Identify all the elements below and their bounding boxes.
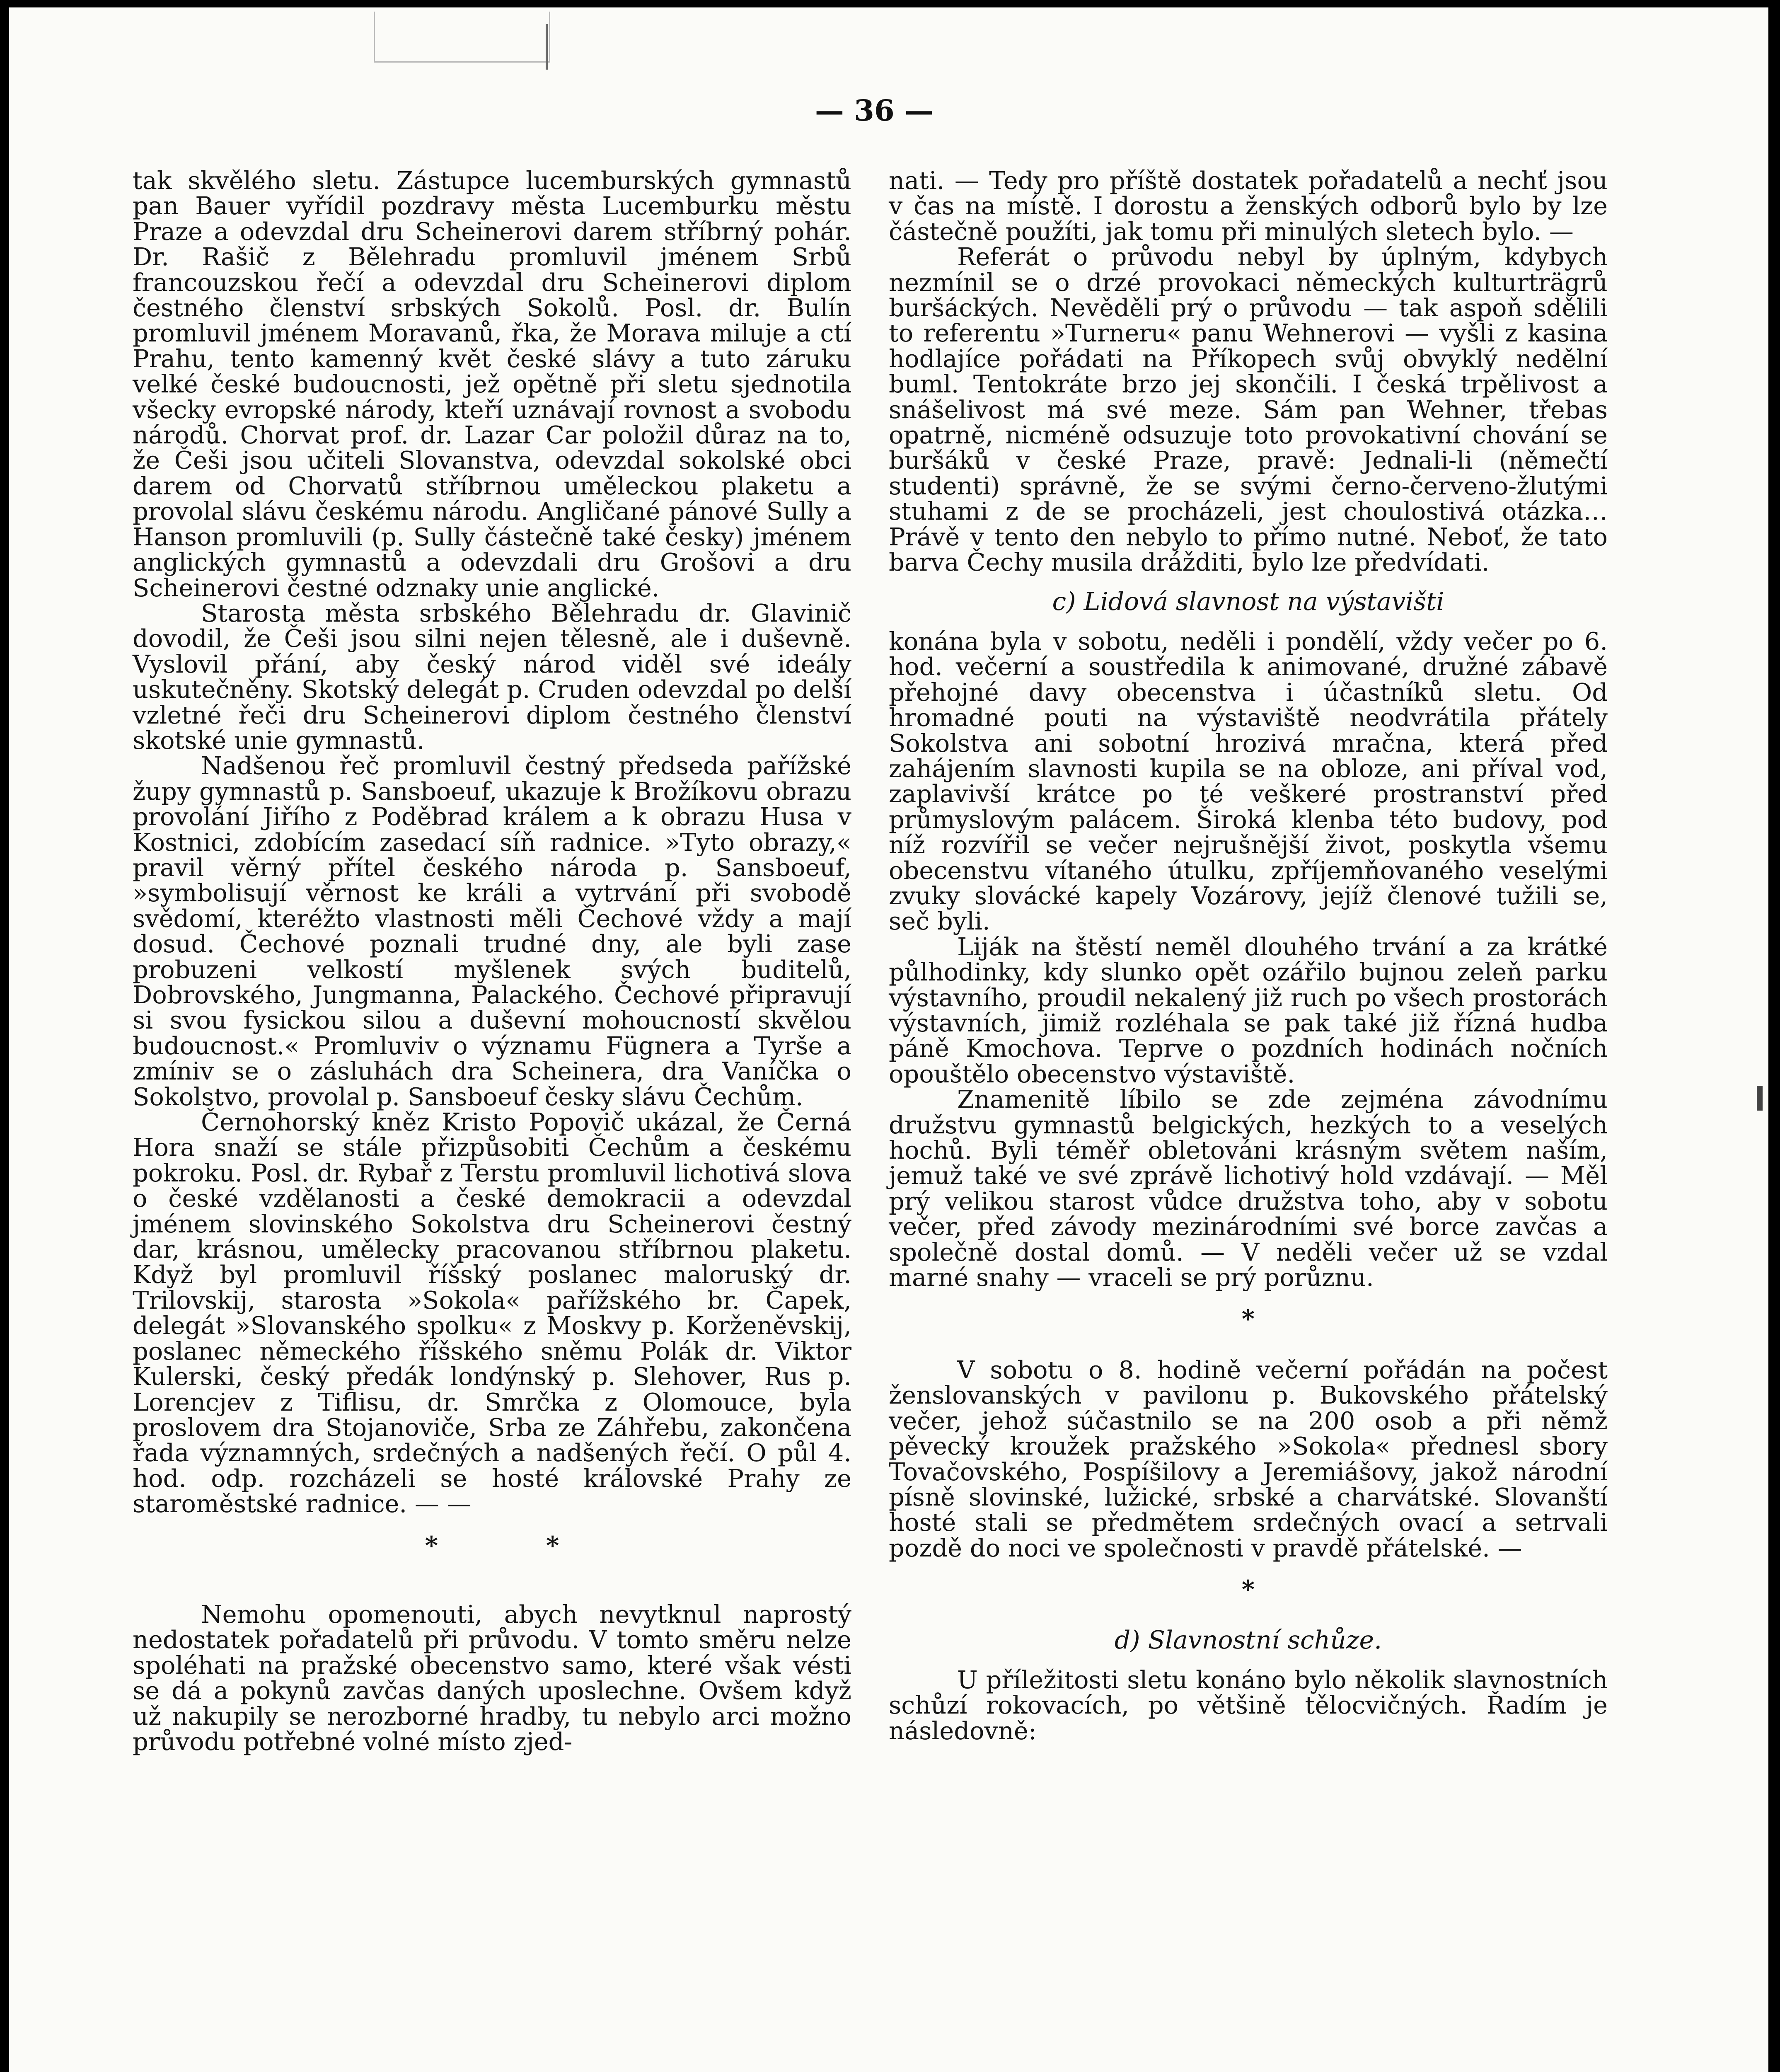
right-paragraph-1: nati. — Tedy pro příště dostatek pořadatelů a nechť jsou v čas na místě. I dorostu a ženských odborů bylo by lze částečně použíti, jak tomu při minulých sletech bylo. — — [889, 166, 1608, 246]
right-paragraph-6: V sobotu o 8. hodině večerní pořádán na počest ženslovanských v pavilonu p. Bukovského přátelský večer, jehož súčastnilo se na 200 osob a při němž pěvecký kroužek pražského »Sokola« přednesl sbory Tovačovského, Pospíšilovy a Jeremiášovy, jakož národní písně slovinské, lužické, srbské a charvátské. Slovanští hosté stali se předmětem srdečných ovací a setrvali pozdě do noci ve společnosti v pravdě přátelské. — — [889, 1355, 1608, 1562]
section-heading-d: d) Slavnostní schůze. — [1114, 1625, 1382, 1655]
section-star-1: * — [1241, 1305, 1255, 1334]
page-number: — 36 — — [815, 93, 934, 128]
section-heading-c: c) Lidová slavnost na výstavišti — [1052, 587, 1444, 616]
left-paragraph-1: tak skvělého sletu. Zástupce lucemburských gymnastů pan Bauer vyřídil pozdravy města Lucemburku městu Praze a odevzdal dru Scheinerovi darem stříbrný pohár. Dr. Rašič z Bělehradu promluvil jménem Srbů francouzskou řečí a odevzdal dru Scheinerovi diplom čestného členství srbských Sokolů. Posl. dr. Bulín promluvil jménem Moravanů, řka, že Morava miluje a ctí Prahu, tento kamenný květ české slávy a tuto záruku velké české budoucnosti, jež opětně při sletu sjednotila všecky evropské národy, kteří uznávají rovnost a svobodu národů. Chorvat prof. dr. Lazar Car položil důraz na to, že Češi jsou učiteli Slovanstva, odevzdal sokolské obci darem od Chorvatů stříbrnou uměleckou plaketu a provolal slávu českému národu. Angličané pánové Sully a Hanson promluvili (p. Sully částečně také česky) jménem anglických gymnastů a odevzdali dru Grošovi a dru Scheinerovi čestné odznaky unie anglické. — [133, 166, 851, 602]
right-paragraph-5: Znamenitě líbilo se zde zejména závodnímu družstvu gymnastů belgických, hezkých to a veselých hochů. Byli téměř obletováni krásným světem naším, jemuž také ve své zprávě lichotivý hold vzdávají. — Měl prý velikou starost vůdce družstva toho, aby v sobotu večer, před závody mezinárodními své borce zavčas a společně dostal domů. — V neděli večer už se vzdal marné snahy — vraceli se prý porůznu. — [889, 1085, 1608, 1292]
spacer — [133, 1583, 851, 1602]
right-paragraph-4: Liják na štěstí neměl dlouhého trvání a za krátké půlhodinky, kdy slunko opět ozářilo bujnou zeleň parku výstavního, proudil nekalený již ruch po všech prostorách výstavních, jimiž rozléhala se pak také již řízná hudba páně Kmochova. Teprve o pozdních hodinách nočních opouštělo obecenstvo výstaviště. — [889, 932, 1608, 1088]
archive-stamp-frame — [374, 12, 550, 63]
left-paragraph-3: Nadšenou řeč promluvil čestný předseda pařížské župy gymnastů p. Sansboeuf, ukazuje k Brožíkovu obrazu provolání Jiřího z Poděbrad králem a k obrazu Husa v Kostnici, zdobícím zasedací síň radnice. »Tyto obrazy,« pravil věrný přítel českého národa p. Sansboeuf, »symbolisují věrnost ke králi a vytrvání při svobodě svědomí, kteréžto vlastnosti měli Čechové vždy a mají dosud. Čechové poznali trudné dny, ale byli zase probuzeni velkostí myšlenek svých buditelů, Dobrovského, Jungmanna, Palackého. Čechové připravují si svou fysickou silou a duševní mohoucností skvělou budoucnost.« Promluviv o významu Fügnera a Tyrše a zmíniv se o zásluhách dra Scheinera, dra Vaníčka o Sokolstvo, provolal p. Sansboeuf česky slávu Čechům. — [133, 751, 851, 1111]
right-paragraph-2: Referát o průvodu nebyl by úplným, kdybych nezmínil se o drzé provokaci německých kulturträgrů buršáckých. Nevěděli prý o průvodu — tak aspoň sdělili to referentu »Turneru« panu Wehnerovi — vyšli z kasina hodlajíce pořádati na Příkopech svůj obvyklý nedělní buml. Tentokráte brzo jej skončili. I česká trpělivost a snášelivost má své meze. Sám pan Wehner, třebas opatrně, nicméně odsuzuje toto provokativní chování se buršáků v české Praze, pravě: Jednali-li (němečtí studenti) správně, že se svými černo-červeno-žlutými stuhami z de se procházeli, jest choulostivá otázka… Právě v tento den nebylo to přímo nutné. Neboť, že tato barva Čechy musila drážditi, bylo lze předvídati. — [889, 242, 1608, 577]
margin-dot-mark — [1757, 1086, 1763, 1111]
left-paragraph-5: Nemohu opomenouti, abych nevytknul naprostý nedostatek pořadatelů při průvodu. V tomto směru nelze spoléhati na pražské obecenstvo samo, které však vésti se dá a pokynů zavčas daných uposlechne. Ovšem když už nakupily se nerozborné hradby, tu nebylo arci možno průvodu potřebné volné místo zjed- — [133, 1600, 851, 1756]
left-paragraph-4: Černohorský kněz Kristo Popovič ukázal, že Černá Hora snaží se stále přizpůsobiti Čechům a českému pokroku. Posl. dr. Rybař z Terstu promluvil lichotivá slova o české vzdělanosti a české demokracii a odevzdal jménem slovinského Sokolstva dru Scheinerovi čestný dar, krásnou, umělecky pracovanou stříbrnou plaketu. Když byl promluvil říšský poslanec maloruský dr. Trilovskij, starosta »Sokola« pařížského br. Čapek, delegát »Slovanského spolku« z Moskvy p. Korženěvskij, poslanec německého říšského sněmu Polák dr. Viktor Kulerski, český předák londýnský p. Slehover, Rus p. Lorencjev z Tiflisu, dr. Smrčka z Olomouce, byla proslovem dra Stojanoviče, Srba ze Záhřebu, zakončena řada významných, srdečných a nadšených řečí. O půl 4. hod. odp. rozcházeli se hosté královské Prahy ze staroměstské radnice. — — — [133, 1108, 851, 1518]
archive-stamp-mark — [546, 24, 559, 70]
right-column — [889, 168, 1608, 1743]
right-paragraph-3: konána byla v sobotu, neděli i pondělí, vždy večer po 6. hod. večerní a soustředila k animované, družné zábavě přehojné davy obecenstva i účastníků sletu. Od hromadné pouti na výstaviště neodvrátila přátely Sokolstva ani sobotní hrozivá mračna, která před zahájením slavnosti kupila se na obloze, ani příval vod, zaplavivší krátce po té veškeré prostranství před průmyslovým palácem. Široká klenba této budovy, pod níž rozvířil se večer nejrušnější život, poskytla všemu obecenstvu vítaného útulku, zpříjemňovaného veselými zvuky slovácké kapely Vozárovy, jejíž členové tužili se, seč byli. — [889, 627, 1608, 936]
section-star-2: * — [1241, 1575, 1255, 1605]
left-column — [133, 168, 851, 1754]
right-paragraph-7: U příležitosti sletu konáno bylo několik slavnostních schůzí rokovacích, po většině tělocvičných. Řadím je následovně: — [889, 1665, 1608, 1745]
left-paragraph-2: Starosta města srbského Bělehradu dr. Glavinič dovodil, že Češi jsou silni nejen tělesně, ale i duševně. Vyslovil přání, aby český národ viděl své ideály uskutečněny. Skotský delegát p. Cruden odevzdal po delší vzletné řeči dru Scheinerovi diplom čestného členství skotské unie gymnastů. — [133, 598, 851, 755]
section-stars-left: * * — [425, 1531, 609, 1560]
